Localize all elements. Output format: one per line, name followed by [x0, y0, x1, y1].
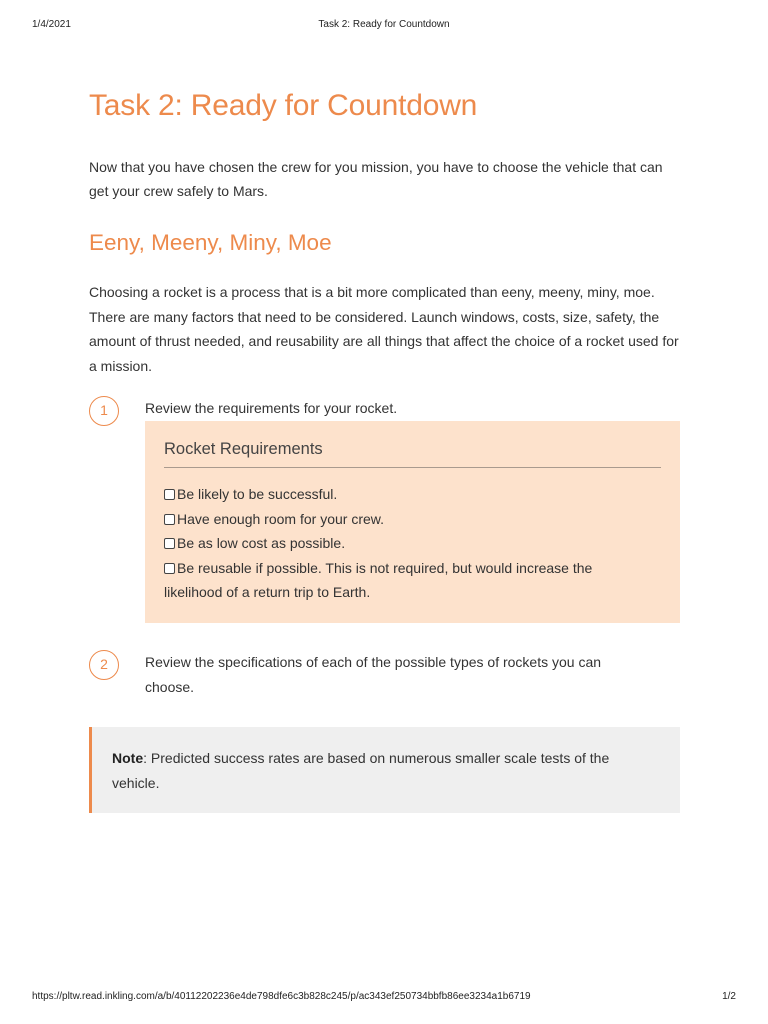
requirements-checklist: [164, 482, 644, 605]
intro-paragraph: Now that you have chosen the crew for you mission, you have to choose the vehicle that can get your crew safely to Mars.: [89, 159, 663, 199]
requirement-checkbox[interactable]: [164, 489, 175, 500]
print-url: https://pltw.read.inkling.com/a/b/40112202236e4de798dfe6c3b828c245/p/ac343ef250734bbfb86ee3234a1b6719: [32, 991, 531, 1002]
requirement-checkbox[interactable]: [164, 538, 175, 549]
note-label: Note: [112, 750, 144, 766]
page-title: Task 2: Ready for Countdown: [89, 89, 478, 122]
print-header: [32, 19, 736, 33]
rocket-requirements-box: [145, 421, 680, 623]
note-body: : Predicted success rates are based on numerous smaller scale tests of the vehicle.: [112, 750, 610, 791]
step-1-text: Review the requirements for your rocket.: [145, 400, 398, 416]
requirement-item: [164, 507, 644, 532]
requirements-divider: [164, 467, 661, 468]
requirement-label: Be reusable if possible. This is not required, but would increase the likelihood of a return trip to Earth.: [164, 559, 593, 600]
rocket-requirements-title: Rocket Requirements: [164, 440, 323, 458]
step-1-number-badge: 1: [89, 396, 119, 426]
print-footer: [32, 991, 736, 1005]
section-heading: Eeny, Meeny, Miny, Moe: [89, 230, 332, 255]
step-2-text: Review the specifications of each of the possible types of rockets you can choose.: [145, 654, 602, 695]
step-2-number-badge: 2: [89, 650, 119, 680]
note-text: [112, 746, 652, 795]
print-document-title: Task 2: Ready for Countdown: [318, 19, 450, 30]
requirement-label: Be likely to be successful.: [177, 486, 338, 502]
print-page-number: 1/2: [722, 991, 736, 1002]
requirement-label: Have enough room for your crew.: [177, 510, 384, 527]
print-date: 1/4/2021: [32, 19, 71, 30]
requirement-item: [164, 482, 644, 507]
note-callout: [89, 727, 680, 813]
requirement-checkbox[interactable]: [164, 563, 175, 574]
requirement-label: Be as low cost as possible.: [177, 535, 346, 551]
requirement-item: [164, 531, 644, 556]
requirement-checkbox[interactable]: [164, 514, 175, 525]
requirement-item: [164, 556, 644, 605]
section-paragraph: Choosing a rocket is a process that is a bit more complicated than eeny, meeny, miny, moe. There are many factors that need to be considered. Launch windows, costs, size, safety, the amount of thrust needed, and reusability are all things that affect the choice of a rocket used for a mission.: [89, 284, 679, 374]
